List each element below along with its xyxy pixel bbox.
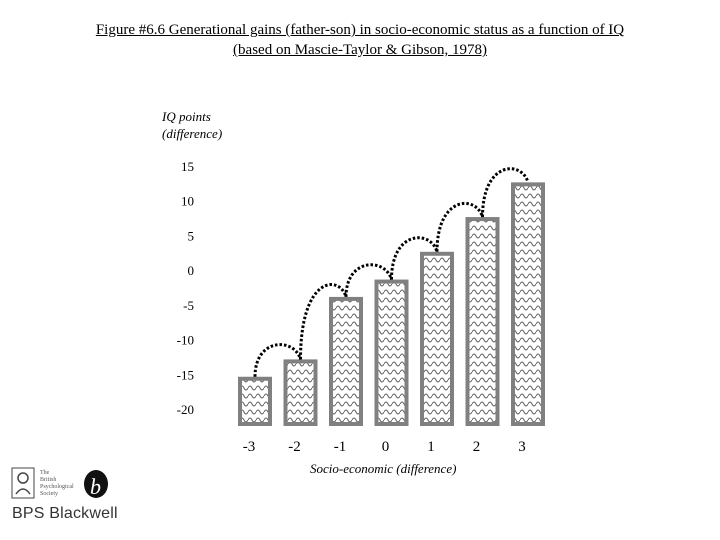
y-tick-label: -10 (176, 332, 194, 348)
y-tick-label: 0 (187, 263, 194, 279)
y-tick-label: -20 (176, 402, 194, 417)
x-tick-label: 3 (518, 439, 526, 455)
bar (286, 361, 316, 424)
logo-text: BPS Blackwell (12, 505, 118, 522)
x-tick-label: -3 (242, 439, 256, 455)
x-tick-label: -2 (288, 439, 301, 455)
logo-small-text-2: British (40, 477, 57, 483)
bar (422, 254, 452, 424)
x-tick-label: -1 (333, 439, 347, 455)
svg-text:b: b (90, 474, 101, 499)
logo-small-text-3: Psychological (40, 484, 74, 490)
bar (468, 219, 498, 424)
x-axis-label: Socio-economic (difference) (310, 461, 457, 476)
y-axis-label-line1: IQ points (162, 109, 211, 124)
y-axis-label-line2: (difference) (162, 126, 223, 141)
y-tick-label: 10 (181, 193, 194, 209)
bar (240, 379, 270, 424)
chart-title-line2: (based on Mascie-Taylor & Gibson, 1978) (233, 42, 487, 58)
y-tick-label: 15 (181, 159, 194, 174)
bar (513, 184, 543, 424)
bar (331, 299, 361, 424)
chart-title-line1: Figure #6.6 Generational gains (father-son) in socio-economic status as a function of IQ (95, 22, 625, 38)
logo-small-text-1: The (40, 470, 50, 476)
x-tick-label: 1 (427, 439, 435, 455)
y-tick-label: 5 (187, 228, 194, 244)
y-tick-label: -15 (176, 367, 194, 383)
bar (377, 282, 407, 424)
x-tick-label: 2 (472, 439, 481, 455)
x-tick-label: 0 (381, 439, 390, 455)
y-tick-label: -5 (183, 297, 194, 313)
logo-small-text-4: Society (40, 491, 58, 497)
